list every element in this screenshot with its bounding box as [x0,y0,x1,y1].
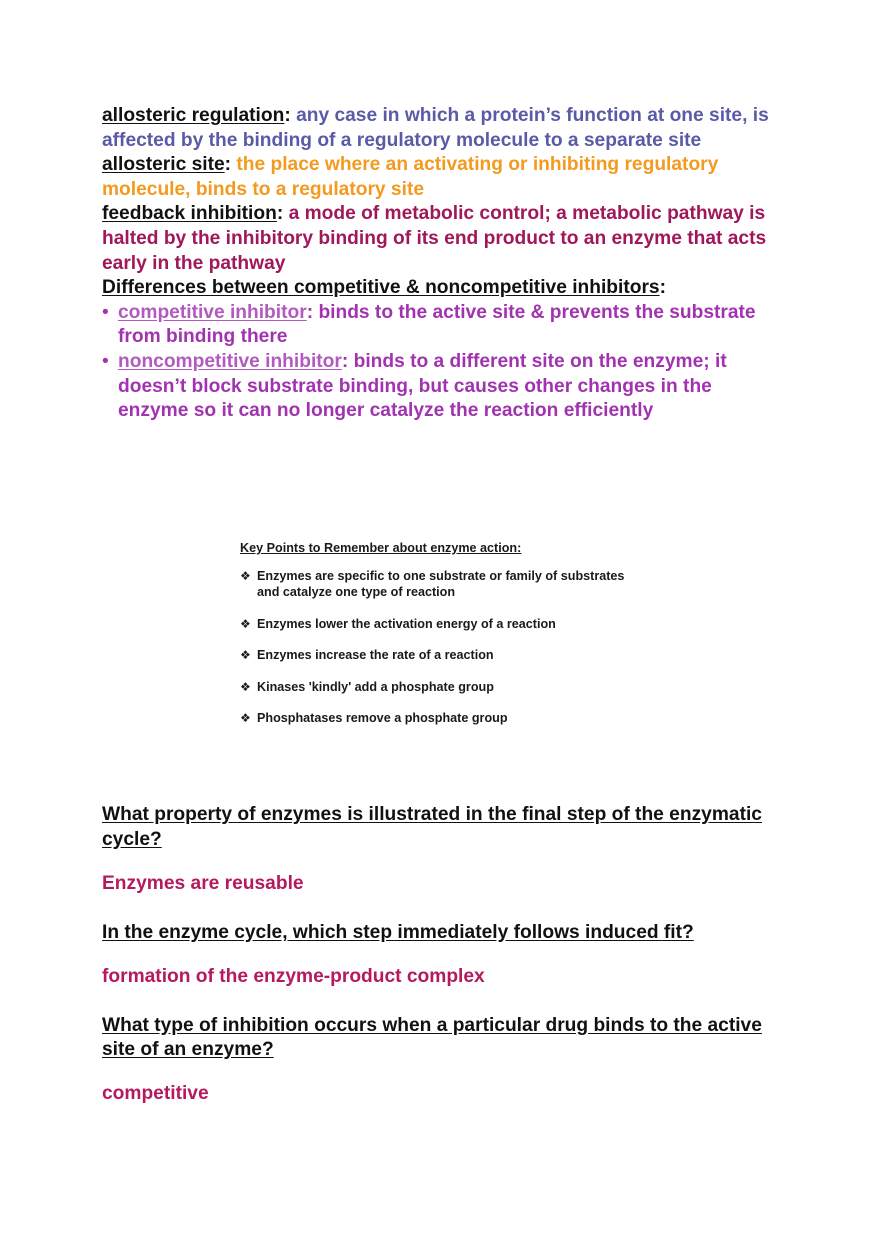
definition-text: the place where an activating or inhibiting regulatory molecule, binds to a regulatory site [102,154,719,200]
differences-heading-colon: : [659,277,666,299]
question-block [102,803,782,896]
bullet-icon: • [102,301,109,323]
question-text: In the enzyme cycle, which step immediately follows induced fit? [102,921,694,943]
key-points-title: Key Points to Remember about enzyme action: [240,541,522,555]
inhibitor-colon: : [341,350,349,372]
inhibitor-term: noncompetitive inhibitor [118,350,342,372]
key-points-box [240,540,640,742]
inhibitor-text: binds to the active site & prevents the substrate from binding there [118,301,756,348]
key-point-item [240,647,640,663]
key-point-item [240,568,640,600]
differences-heading [102,276,782,301]
bullet-icon: • [102,350,109,372]
question-text: What property of enzymes is illustrated in the final step of the enzymatic cycle? [102,804,762,850]
definition-feedback-inhibition [102,202,782,276]
questions-section [102,784,782,1131]
key-point-text: Kinases 'kindly' add a phosphate group [257,679,494,694]
inhibitor-text: binds to a different site on the enzyme; it doesn’t block substrate binding, but causes other changes in the enzyme so it can no longer catalyze the reaction efficiently [118,350,727,422]
definition-colon: : [284,105,291,126]
key-point-item [240,616,640,632]
question-block [102,921,782,989]
definition-term: allosteric site [102,154,225,176]
key-point-text: Enzymes lower the activation energy of a reaction [257,616,556,631]
inhibitor-term: competitive inhibitor [118,301,307,323]
definition-colon: : [224,154,232,176]
question-text: What type of inhibition occurs when a particular drug binds to the active site of an enzyme? [102,1014,762,1061]
key-point-item [240,679,640,695]
list-item [102,301,782,350]
inhibitor-colon: : [306,301,314,323]
definition-term: allosteric regulation [102,105,285,126]
diamond-bullet-icon: ❖ [240,711,251,725]
definition-allosteric-site [102,153,782,202]
definition-term: feedback inhibition [102,203,277,225]
definition-text: a mode of metabolic control; a metabolic pathway is halted by the inhibitory binding of its end product to an enzyme that acts early in the pathway [102,203,767,274]
diamond-bullet-icon: ❖ [240,569,251,583]
differences-heading-text: Differences between competitive & noncompetitive inhibitors [102,277,660,299]
answer-text: formation of the enzyme-product complex [102,965,485,987]
key-point-item [240,710,640,726]
definition-allosteric-regulation [102,104,782,153]
key-point-text: Phosphatases remove a phosphate group [257,711,508,725]
answer-text: Enzymes are reusable [102,872,304,894]
definitions-section [102,104,782,424]
differences-section [102,276,782,424]
definition-colon: : [276,203,284,225]
differences-list [102,301,782,424]
key-point-text: Enzymes are specific to one substrate or family of substrates and catalyze one type of reaction [257,569,625,599]
diamond-bullet-icon: ❖ [240,679,251,694]
definition-text: any case in which a protein’s function at one site, is affected by the binding of a regulatory molecule to a separate site [102,105,769,151]
diamond-bullet-icon: ❖ [240,616,251,631]
diamond-bullet-icon: ❖ [240,648,251,662]
question-block [102,1014,782,1107]
list-item [102,350,782,424]
answer-text: competitive [102,1083,209,1105]
key-point-text: Enzymes increase the rate of a reaction [257,648,494,662]
